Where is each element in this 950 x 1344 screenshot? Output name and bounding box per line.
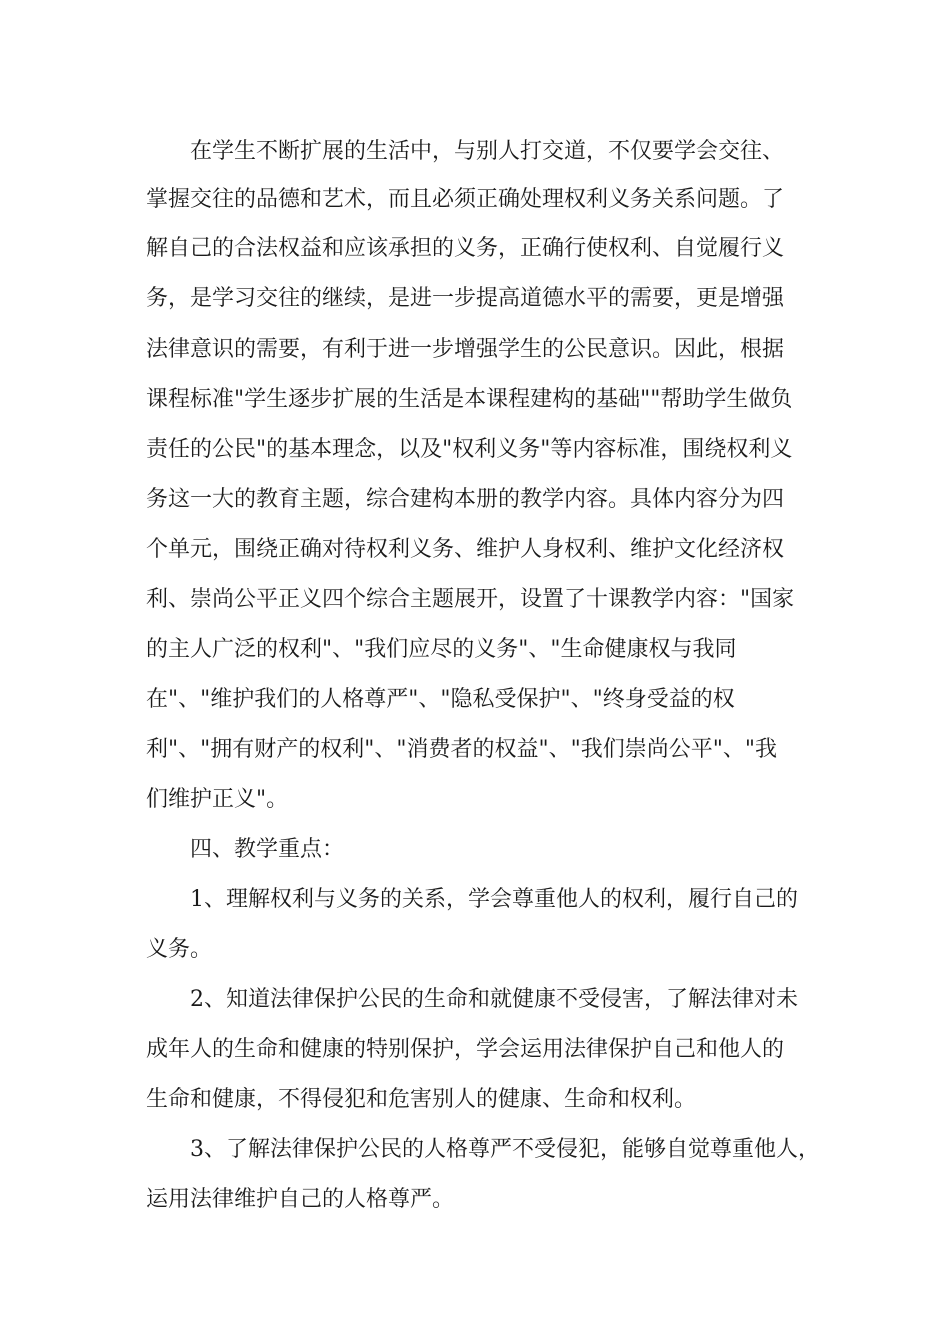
paragraph-1-line-14: 们维护正义"。 <box>146 787 289 812</box>
paragraph-1-line-13: 利"、"拥有财产的权利"、"消费者的权益"、"我们崇尚公平"、"我 <box>146 737 777 762</box>
point-2-line-3: 生命和健康，不得侵犯和危害别人的健康、生命和权利。 <box>146 1087 697 1112</box>
paragraph-1-line-9: 个单元，围绕正确对待权利义务、维护人身权利、维护文化经济权 <box>146 537 785 562</box>
paragraph-1-line-7: 责任的公民"的基本理念，以及"权利义务"等内容标准，围绕权利义 <box>146 437 793 462</box>
paragraph-1-line-12: 在"、"维护我们的人格尊严"、"隐私受保护"、"终身受益的权 <box>146 687 735 712</box>
paragraph-1-line-11: 的主人广泛的权利"、"我们应尽的义务"、"生命健康权与我同 <box>146 637 737 662</box>
point-3-line-1: 3、了解法律保护公民的人格尊严不受侵犯，能够自觉尊重他人， <box>190 1137 820 1162</box>
paragraph-1-line-8: 务这一大的教育主题，综合建构本册的教学内容。具体内容分为四 <box>146 487 785 512</box>
point-1-line-2: 义务。 <box>146 937 213 962</box>
paragraph-1-line-1: 在学生不断扩展的生活中，与别人打交道，不仅要学会交往、 <box>190 139 785 164</box>
paragraph-1-line-6: 课程标准"学生逐步扩展的生活是本课程建构的基础""帮助学生做负 <box>146 387 793 412</box>
section-heading: 四、教学重点： <box>190 837 345 862</box>
point-1-line-1: 1、理解权利与义务的关系，学会尊重他人的权利，履行自己的 <box>190 887 798 912</box>
paragraph-1-line-2: 掌握交往的品德和艺术，而且必须正确处理权利义务关系问题。了 <box>146 187 785 212</box>
point-2-line-2: 成年人的生命和健康的特别保护，学会运用法律保护自己和他人的 <box>146 1037 785 1062</box>
paragraph-1-line-5: 法律意识的需要，有利于进一步增强学生的公民意识。因此，根据 <box>146 337 785 362</box>
paragraph-1-line-4: 务，是学习交往的继续，是进一步提高道德水平的需要，更是增强 <box>146 286 785 311</box>
paragraph-1-line-10: 利、崇尚公平正义四个综合主题展开，设置了十课教学内容："国家 <box>146 587 795 612</box>
point-2-line-1: 2、知道法律保护公民的生命和就健康不受侵害，了解法律对未 <box>190 987 798 1012</box>
paragraph-1-line-3: 解自己的合法权益和应该承担的义务，正确行使权利、自觉履行义 <box>146 236 785 261</box>
point-3-line-2: 运用法律维护自己的人格尊严。 <box>146 1187 455 1212</box>
